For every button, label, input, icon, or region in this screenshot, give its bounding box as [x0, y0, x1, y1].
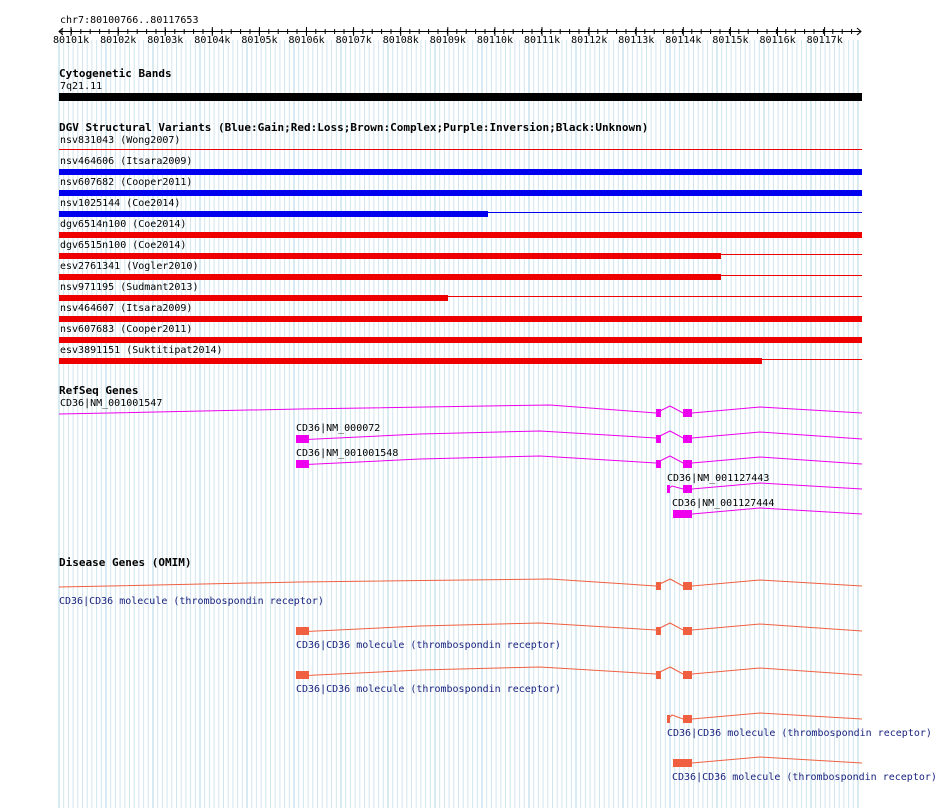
track-title-dgv-structural-variants: DGV Structural Variants (Blue:Gain;Red:Loss;Brown:Complex;Purple:Inversion;Black:Unknown) [59, 121, 649, 134]
omim-gene-2-intron-line [296, 623, 862, 632]
omim-gene-1-exon [656, 582, 661, 590]
ruler-tick-label: 80117k [806, 35, 843, 46]
refseq-label-nm-001127443[interactable]: CD36|NM_001127443 [667, 473, 770, 484]
ruler-tick-label: 80110k [476, 35, 514, 46]
region-label: chr7:80100766..80117653 [60, 15, 199, 26]
refseq-nm-001001547-exon [656, 409, 661, 417]
ruler-tick-label: 80101k [53, 35, 90, 46]
refseq-nm-001127443-exon [683, 485, 692, 493]
dgv-variant-bar [59, 316, 862, 322]
cytoband-label: 7q21.11 [60, 81, 103, 92]
refseq-nm-001127444-exon [673, 510, 692, 518]
omim-gene-3-exon [656, 671, 661, 679]
refseq-label-nm-001001547[interactable]: CD36|NM_001001547 [60, 398, 163, 409]
dgv-variant-bar [59, 211, 488, 217]
track-title-cytogenetic-bands: Cytogenetic Bands [59, 67, 172, 80]
ruler-tick-label: 80114k [665, 35, 702, 46]
dgv-variant-bar [59, 337, 862, 343]
dgv-variant-label[interactable]: nsv971195 (Sudmant2013) [60, 282, 199, 293]
omim-label-1[interactable]: CD36|CD36 molecule (thrombospondin receptor) [59, 596, 324, 607]
omim-gene-3-exon [683, 671, 692, 679]
dgv-variant-bar [59, 232, 862, 238]
refseq-nm-001001548-intron-line [296, 456, 862, 465]
ruler-tick-label: 80102k [100, 35, 137, 46]
omim-gene-5-exon [673, 759, 692, 767]
omim-gene-2-exon [683, 627, 692, 635]
dgv-variant-label[interactable]: dgv6515n100 (Coe2014) [60, 240, 187, 251]
dgv-variant-label[interactable]: esv2761341 (Vogler2010) [60, 261, 199, 272]
ruler-tick-label: 80108k [382, 35, 419, 46]
omim-gene-3-exon [296, 671, 309, 679]
omim-gene-2-exon [296, 627, 309, 635]
ruler-tick-label: 80105k [241, 35, 278, 46]
refseq-nm-000072-exon [683, 435, 692, 443]
dgv-variant-label[interactable]: nsv464606 (Itsara2009) [60, 156, 193, 167]
omim-gene-4-intron-line [667, 713, 862, 720]
dgv-variant-label[interactable]: nsv607682 (Cooper2011) [60, 177, 193, 188]
omim-gene-1-exon [683, 582, 692, 590]
dgv-variant-bar [59, 274, 721, 280]
track-title-disease-genes-omim: Disease Genes (OMIM) [59, 556, 192, 569]
omim-label-3[interactable]: CD36|CD36 molecule (thrombospondin receptor) [296, 684, 561, 695]
refseq-nm-000072-exon [656, 435, 661, 443]
dgv-variant-bar [59, 358, 762, 364]
dgv-variant-label[interactable]: dgv6514n100 (Coe2014) [60, 219, 187, 230]
refseq-label-nm-000072[interactable]: CD36|NM_000072 [296, 423, 381, 434]
dgv-variant-bar [59, 253, 721, 259]
cytoband-bar [59, 93, 862, 101]
omim-gene-5-intron-line [673, 757, 862, 764]
ruler-tick-label: 80103k [147, 35, 184, 46]
omim-gene-2-exon [656, 627, 661, 635]
ruler-tick-label: 80116k [759, 35, 796, 46]
refseq-label-nm-001127444[interactable]: CD36|NM_001127444 [672, 498, 775, 509]
omim-label-2[interactable]: CD36|CD36 molecule (thrombospondin receptor) [296, 640, 561, 651]
ruler-tick-label: 80107k [335, 35, 372, 46]
refseq-nm-000072-exon [296, 435, 309, 443]
dgv-variant-label[interactable]: nsv607683 (Cooper2011) [60, 324, 193, 335]
refseq-label-nm-001001548[interactable]: CD36|NM_001001548 [296, 448, 399, 459]
dgv-variant-bar [59, 190, 862, 196]
omim-label-4[interactable]: CD36|CD36 molecule (thrombospondin receptor) [667, 728, 932, 739]
dgv-variant-label[interactable]: nsv464607 (Itsara2009) [60, 303, 193, 314]
refseq-nm-001001548-exon [656, 460, 661, 468]
omim-gene-3-intron-line [296, 667, 862, 676]
ruler-tick-label: 80115k [712, 35, 749, 46]
refseq-nm-001127443-exon [667, 485, 670, 493]
omim-label-5[interactable]: CD36|CD36 molecule (thrombospondin receptor) [672, 772, 937, 783]
refseq-nm-001127444-intron-line [673, 508, 862, 515]
refseq-nm-001001547-intron-line [59, 405, 862, 414]
dgv-variant-label[interactable]: esv3891151 (Suktitipat2014) [60, 345, 223, 356]
refseq-nm-001001548-exon [296, 460, 309, 468]
refseq-nm-001001548-exon [683, 460, 692, 468]
ruler-tick-label: 80113k [618, 35, 655, 46]
dgv-variant-bar [59, 295, 448, 301]
ruler-tick-label: 80106k [288, 35, 325, 46]
omim-gene-4-exon [667, 715, 670, 723]
omim-gene-1-intron-line [59, 579, 862, 587]
ruler-tick-label: 80111k [524, 35, 561, 46]
refseq-nm-001001547-exon [683, 409, 692, 417]
dgv-variant-label[interactable]: nsv831043 (Wong2007) [60, 135, 181, 146]
omim-gene-4-exon [683, 715, 692, 723]
refseq-nm-000072-intron-line [296, 431, 862, 440]
refseq-nm-001127443-intron-line [667, 483, 862, 490]
dgv-variant-bar [59, 169, 862, 175]
ruler-tick-label: 80109k [429, 35, 466, 46]
ruler-tick-label: 80104k [194, 35, 231, 46]
track-title-refseq-genes: RefSeq Genes [59, 384, 139, 397]
ruler-tick-label: 80112k [571, 35, 608, 46]
dgv-variant-label[interactable]: nsv1025144 (Coe2014) [60, 198, 181, 209]
